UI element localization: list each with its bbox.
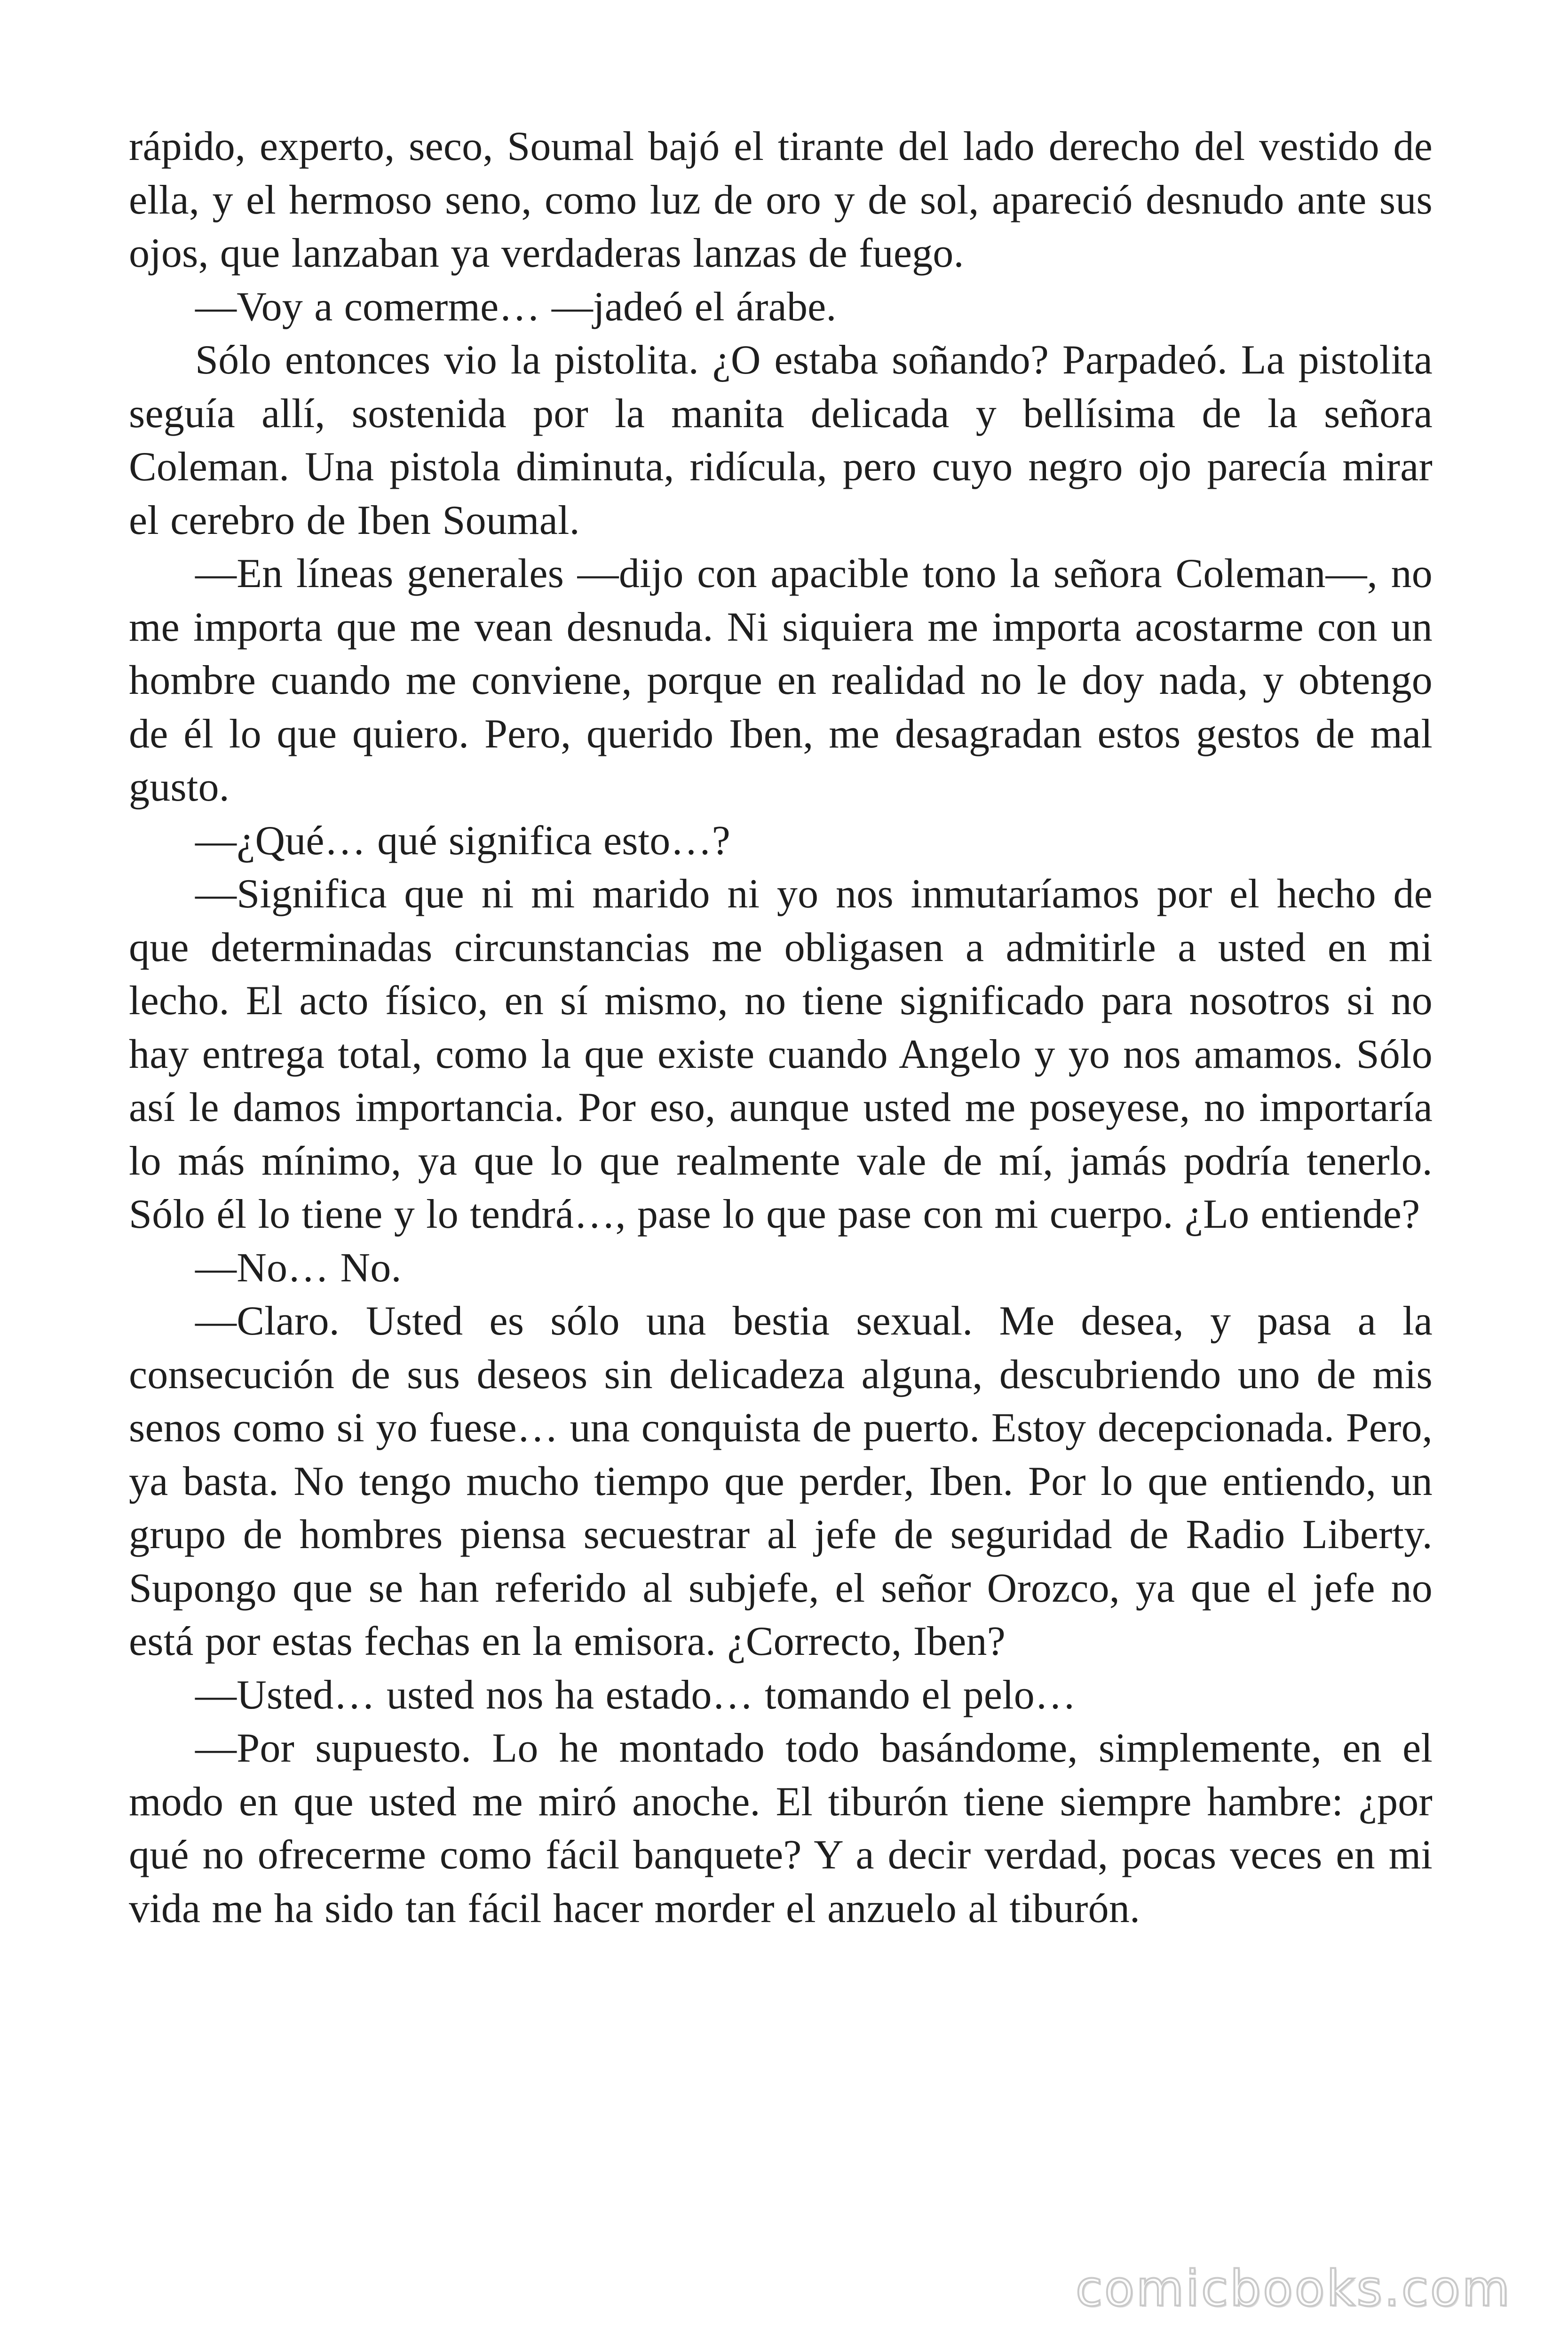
paragraph-dialogue: —Claro. Usted es sólo una bestia sexual. Me desea, y pasa a la consecución de sus deseos sin delicadeza alguna, descubriendo uno de mis senos como si yo fuese… una conquista de puerto. Estoy decepcionada. Pero, ya basta. No tengo mucho tiempo que perder, Iben. Por lo que entiendo, un grupo de hombres piensa secuestrar al jefe de seguridad de Radio Liberty. Supongo que se han referido al subjefe, el señor Orozco, ya que el jefe no está por estas fechas en la emisora. ¿Correcto, Iben? [129, 1298, 1433, 1664]
paragraph-dialogue: —Por supuesto. Lo he montado todo basándome, simplemente, en el modo en que usted me miró anoche. El tiburón tiene siempre hambre: ¿por qué no ofrecerme como fácil banquete? Y a decir verdad, pocas veces en mi vida me ha sido tan fácil hacer morder el anzuelo al tiburón. [129, 1725, 1433, 1931]
paragraph-dialogue: —Usted… usted nos ha estado… tomando el pelo… [195, 1672, 1077, 1718]
paragraph-continuation: rápido, experto, seco, Soumal bajó el tirante del lado derecho del vestido de ella, y el hermoso seno, como luz de oro y de sol, apareció desnudo ante sus ojos, que lanzaban ya verdaderas lanzas de fuego. [129, 124, 1433, 276]
page-text-block [129, 120, 1433, 1935]
paragraph-dialogue: —En líneas generales —dijo con apacible tono la señora Coleman—, no me importa que me vean desnuda. Ni siquiera me importa acostarme con un hombre cuando me conviene, porque en realidad no le doy nada, y obtengo de él lo que quiero. Pero, querido Iben, me desagradan estos gestos de mal gusto. [129, 551, 1433, 810]
paragraph-dialogue: —Voy a comerme… —jadeó el árabe. [195, 284, 837, 330]
paragraph-dialogue: —No… No. [195, 1245, 402, 1291]
paragraph-narration: Sólo entonces vio la pistolita. ¿O estaba soñando? Parpadeó. La pistolita seguía allí, sostenida por la manita delicada y bellísima de la señora Coleman. Una pistola diminuta, ridícula, pero cuyo negro ojo parecía mirar el cerebro de Iben Soumal. [129, 337, 1433, 543]
watermark: comicbooks.com [1075, 2260, 1512, 2317]
paragraph-dialogue: —Significa que ni mi marido ni yo nos inmutaríamos por el hecho de que determinadas circunstancias me obligasen a admitirle a usted en mi lecho. El acto físico, en sí mismo, no tiene significado para nosotros si no hay entrega total, como la que existe cuando Angelo y yo nos amamos. Sólo así le damos importancia. Por eso, aunque usted me poseyese, no importaría lo más mínimo, ya que lo que realmente vale de mí, jamás podría tenerlo. Sólo él lo tiene y lo tendrá…, pase lo que pase con mi cuerpo. ¿Lo entiende? [129, 871, 1433, 1237]
paragraph-dialogue: —¿Qué… qué significa esto…? [195, 818, 730, 864]
